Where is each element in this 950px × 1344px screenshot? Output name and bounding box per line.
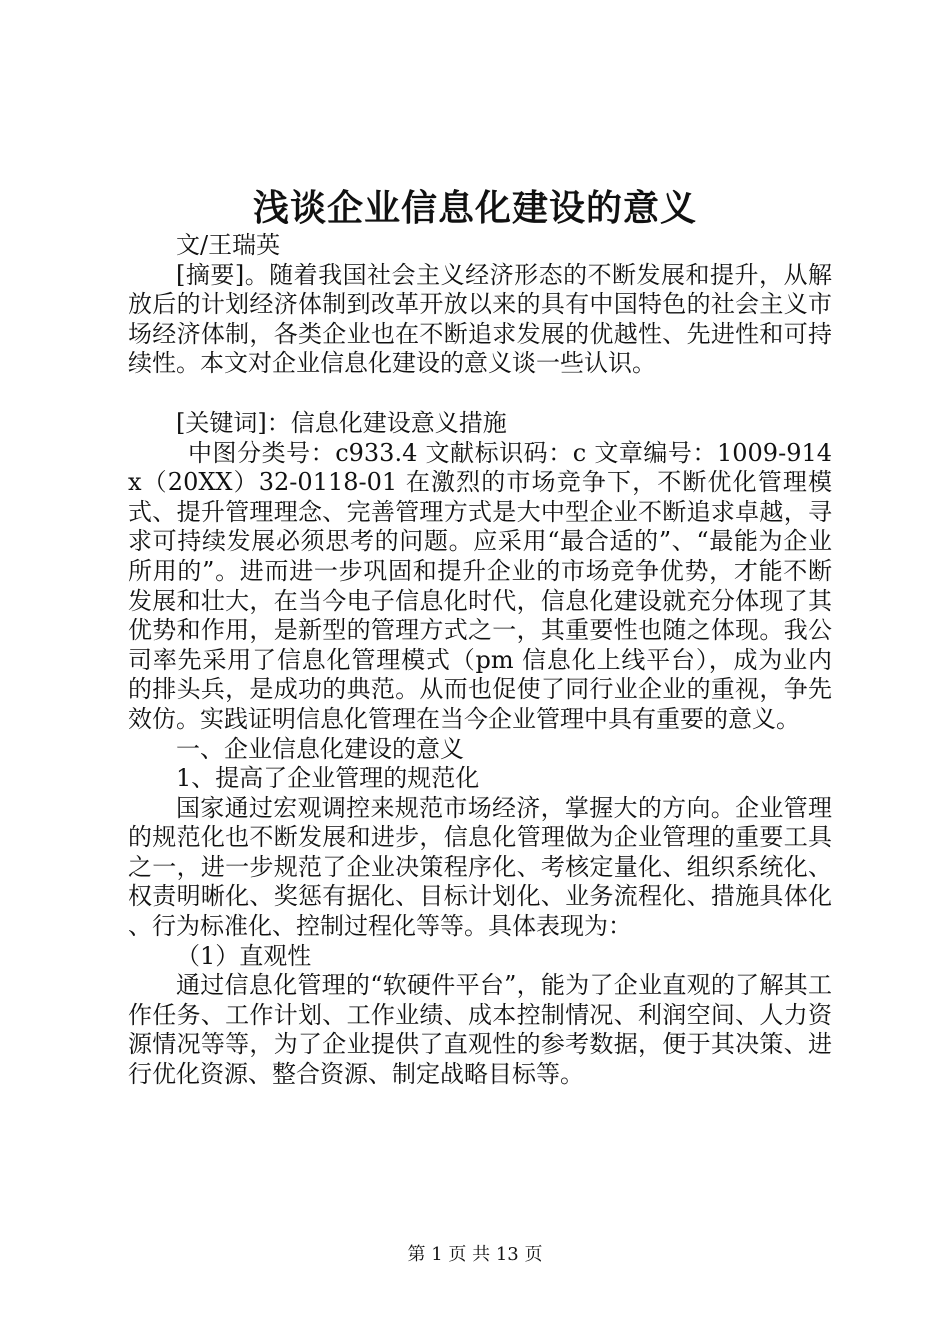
keywords-line: [关键词]：信息化建设意义措施 bbox=[176, 408, 507, 437]
point-paragraph: 通过信息化管理的“软硬件平台”，能为了企业直观的了解其工作任务、工作计划、工作业绩、成本控制情况、利润空间、人力资源情况等等，为了企业提供了直观性的参考数据，便于其决策、进行优化资源、整合资源、制定战略目标等。 bbox=[128, 971, 832, 1089]
document-title: 浅谈企业信息化建设的意义 bbox=[252, 187, 697, 229]
point-heading: （1）直观性 bbox=[176, 941, 312, 970]
abstract-paragraph: [摘要]。随着我国社会主义经济形态的不断发展和提升，从解放后的计划经济体制到改革开放以来的具有中国特色的社会主义市场经济体制，各类企业也在不断追求发展的优越性、先进性和可持续性。本文对企业信息化建设的意义谈一些认识。 bbox=[128, 260, 832, 378]
section-heading: 一、企业信息化建设的意义 bbox=[176, 734, 464, 763]
paragraph-spacer bbox=[128, 379, 832, 409]
author-line: 文/王瑞英 bbox=[176, 231, 281, 259]
document-body bbox=[128, 231, 832, 1090]
intro-paragraph: 中图分类号：c933.4 文献标识码：c 文章编号：1009-914x（20XX）32-0118-01 在激烈的市场竞争下，不断优化管理模式、提升管理理念、完善管理方式是大中型企业不断追求卓越，寻求可持续发展必须思考的问题。应采用“最合适的”、“最能为企业所用的”。进而进一步巩固和提升企业的市场竞争优势，才能不断发展和壮大，在当今电子信息化时代，信息化建设就充分体现了其优势和作用，是新型的管理方式之一，其重要性也随之体现。我公司率先采用了信息化管理模式（pm 信息化上线平台），成为业内的排头兵，是成功的典范。从而也促使了同行业企业的重视，争先效仿。实践证明信息化管理在当今企业管理中具有重要的意义。 bbox=[128, 438, 832, 733]
page-number-footer: 第 1 页 共 13 页 bbox=[407, 1244, 543, 1265]
subsection-heading: 1、提高了企业管理的规范化 bbox=[176, 764, 480, 793]
subsection-paragraph: 国家通过宏观调控来规范市场经济，掌握大的方向。企业管理的规范化也不断发展和进步，信息化管理做为企业管理的重要工具之一，进一步规范了企业决策程序化、考核定量化、组织系统化、权责明晰化、奖惩有据化、目标计划化、业务流程化、措施具体化、行为标准化、控制过程化等等。具体表现为： bbox=[128, 793, 832, 941]
